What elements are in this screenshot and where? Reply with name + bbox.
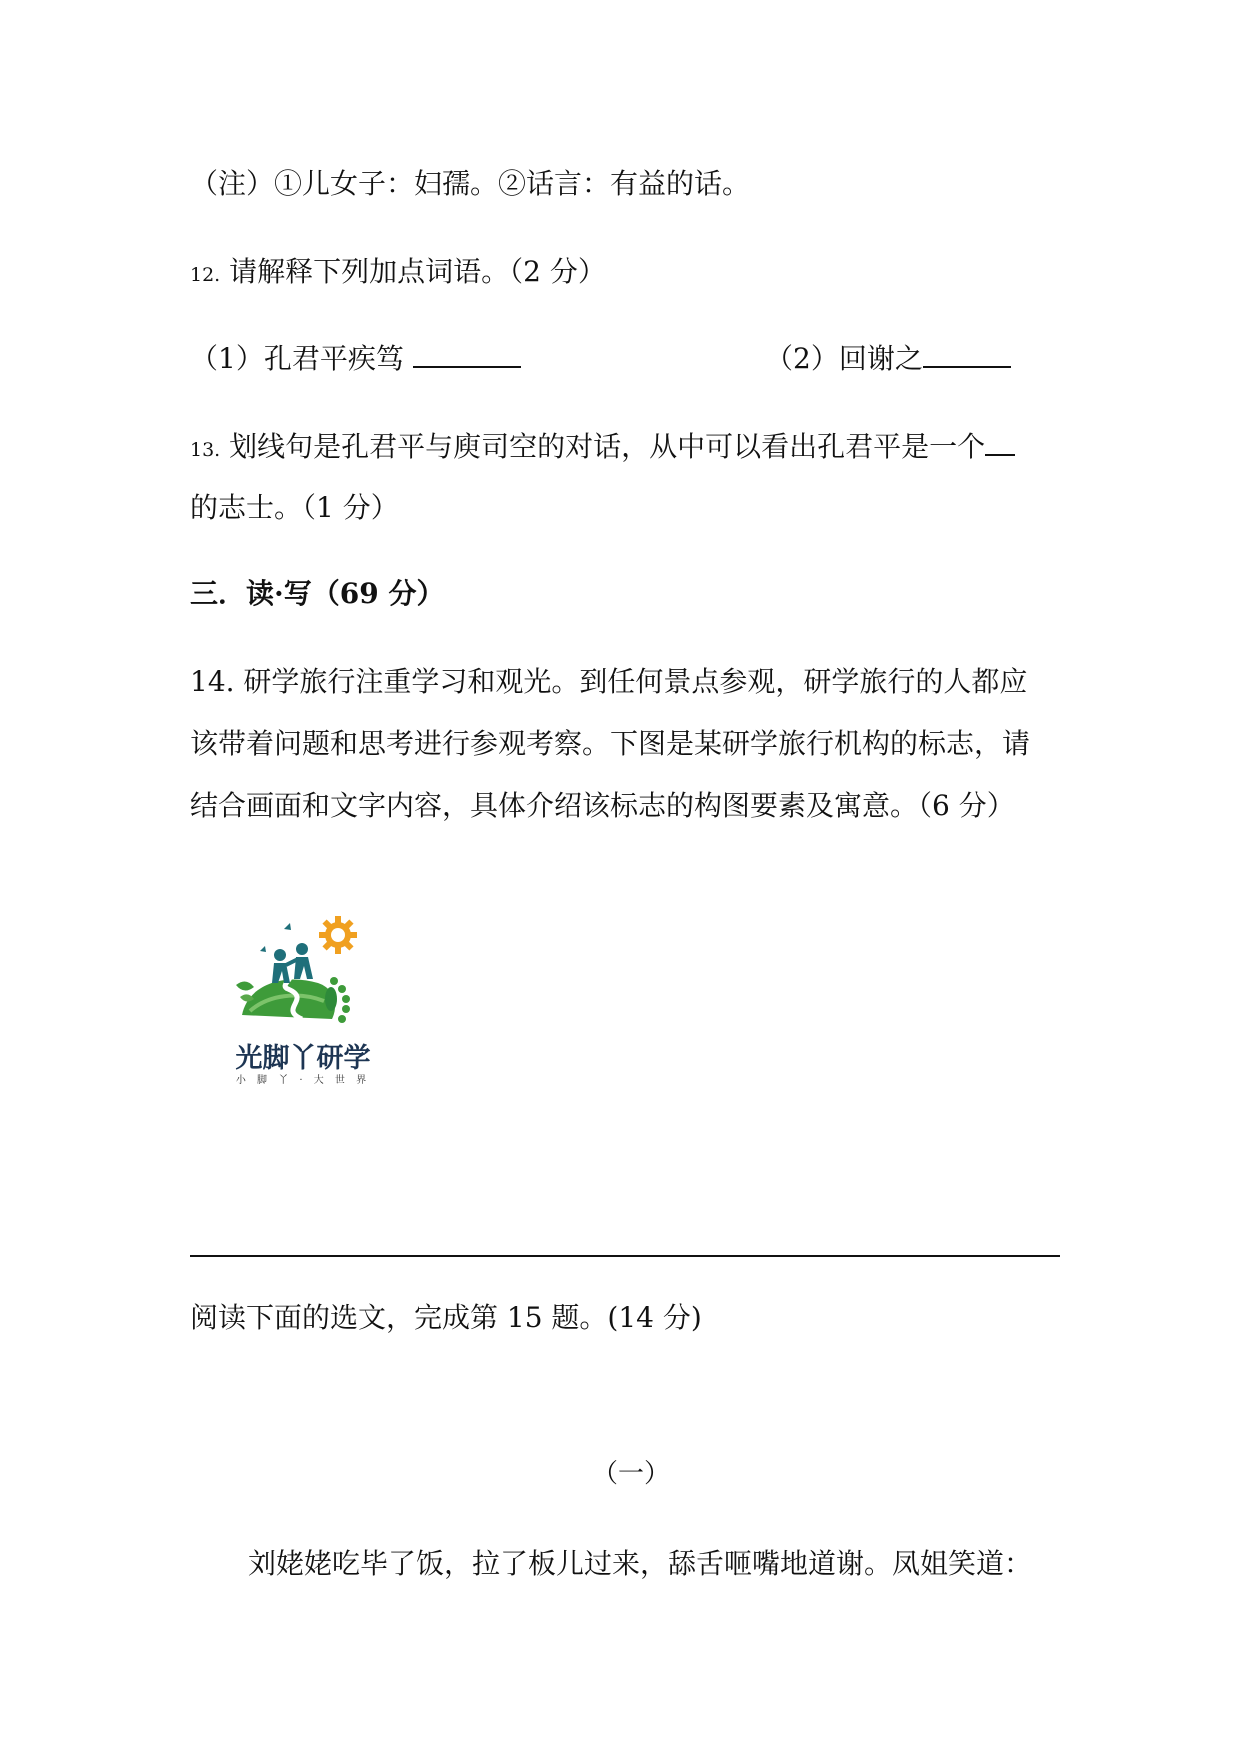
question-12 <box>190 254 606 293</box>
section-heading: 三．读·写（69 分） <box>190 577 445 610</box>
annotation-note: （注）①儿女子：妇孺。②话言：有益的话。 <box>190 167 751 200</box>
answer-blank-1[interactable] <box>413 340 521 368</box>
passage-text: 刘姥姥吃毕了饭，拉了板儿过来，舔舌咂嘴地道谢。凤姐笑道： <box>248 1547 1033 1580</box>
logo-title: 光脚丫研学 <box>235 1043 371 1074</box>
question-14-line-1: 14. 研学旅行注重学习和观光。到任何景点参观，研学旅行的人都应 <box>190 665 1028 698</box>
question-13-text: 划线句是孔君平与庾司空的对话，从中可以看出孔君平是一个 <box>220 430 986 463</box>
question-13 <box>190 428 1015 468</box>
question-12-item-2 <box>765 340 1011 377</box>
bird-icon <box>284 923 291 930</box>
question-14-line-2: 该带着问题和思考进行参观考察。下图是某研学旅行机构的标志，请 <box>190 727 1031 760</box>
logo-graphic <box>228 915 378 1035</box>
leaf-icon <box>236 981 254 990</box>
bird-icon <box>260 946 266 952</box>
answer-blank-2[interactable] <box>923 340 1011 368</box>
question-12-item-1 <box>190 340 521 377</box>
question-12-text: 请解释下列加点词语。（2 分） <box>220 255 606 288</box>
sun-icon <box>319 916 357 954</box>
question-12-item-2-text: （2）回谢之 <box>765 342 923 375</box>
question-13-line-2: 的志士。（1 分） <box>190 491 399 524</box>
question-12-number: 12. <box>190 264 221 286</box>
question-13-number: 13. <box>190 439 221 461</box>
divider-line <box>190 1255 1060 1257</box>
logo-subtitle: 小 脚 丫 · 大 世 界 <box>235 1075 371 1086</box>
answer-blank-3[interactable] <box>985 428 1015 456</box>
passage-label: （一） <box>592 1459 671 1489</box>
question-12-item-1-text: （1）孔君平疾笃 <box>190 342 413 375</box>
study-tour-logo <box>228 915 378 1090</box>
question-14-line-3: 结合画面和文字内容，具体介绍该标志的构图要素及寓意。（6 分） <box>190 789 1015 822</box>
reading-instruction: 阅读下面的选文，完成第 15 题。(14 分) <box>190 1301 702 1334</box>
